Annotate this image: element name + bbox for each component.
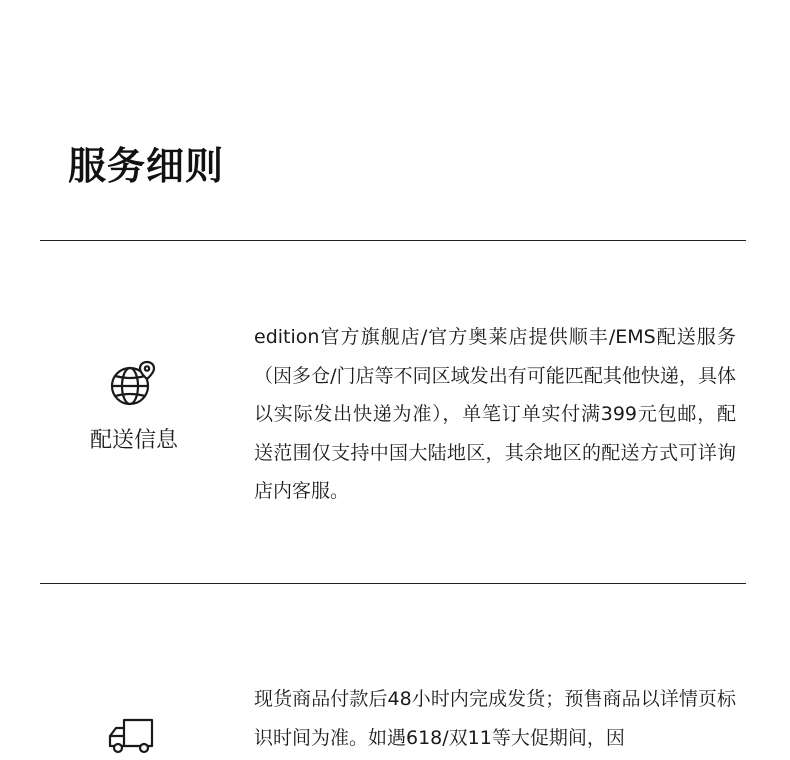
section-divider (40, 240, 746, 241)
section-body: edition官方旗舰店/官方奥莱店提供顺丰/EMS配送服务（因多仓/门店等不同区域发出有可能匹配其他快递，具体以实际发出快递为准），单笔订单实付满399元包邮，配送范围仅支持中国大陆地区，其余地区的配送方式可详询店内客服。 (254, 326, 736, 502)
delivery-truck-icon (108, 716, 156, 760)
section-divider (40, 583, 746, 584)
globe-location-icon (108, 360, 156, 412)
section-body: 现货商品付款后48小时内完成发货；预售商品以详情页标识时间为准。如遇618/双11等大促期间，因 (254, 688, 736, 749)
section-label: 配送信息 (89, 428, 178, 453)
page-title: 服务细则 (68, 144, 225, 188)
